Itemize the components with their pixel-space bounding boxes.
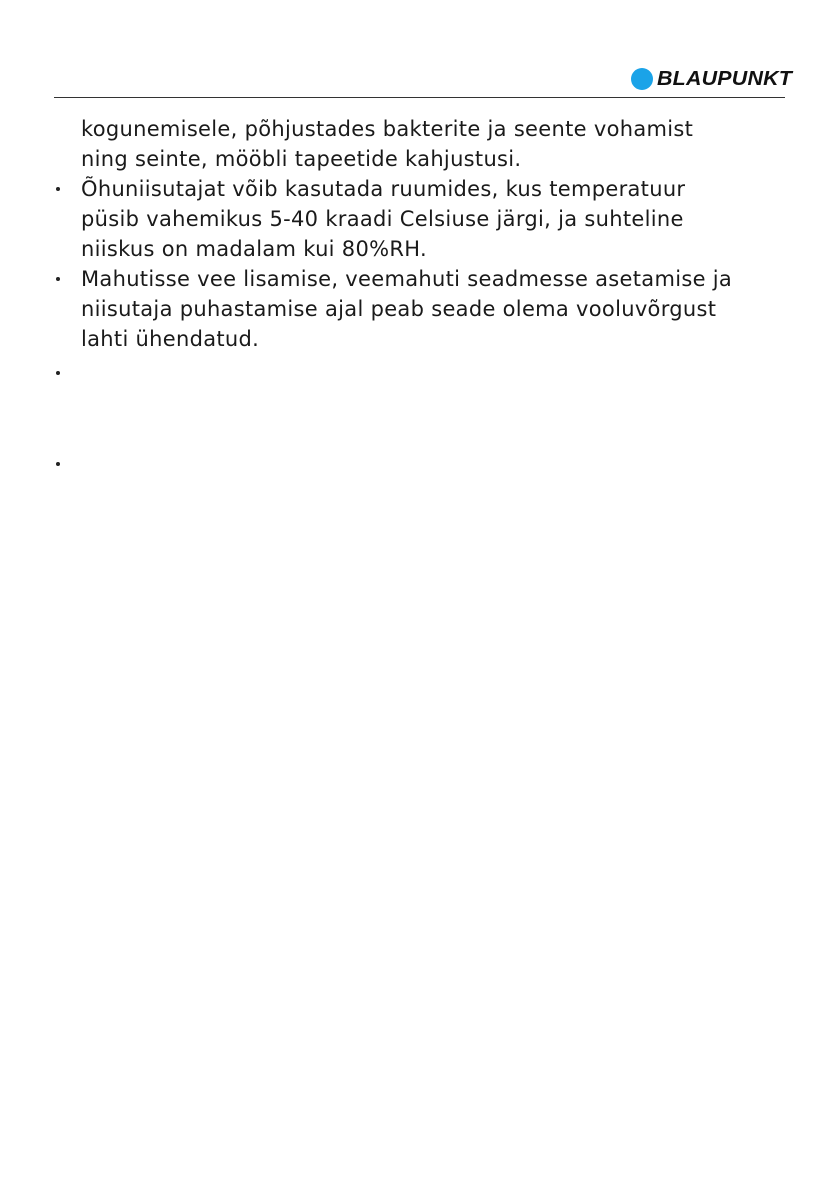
blue-dot-icon — [631, 68, 653, 90]
brand-name: BLAUPUNKT — [656, 68, 792, 90]
text-line: püsib vahemikus 5-40 kraadi Celsiuse järgi, ja suhteline — [81, 207, 684, 231]
intro-paragraph — [81, 114, 839, 174]
bullet-icon — [56, 187, 60, 191]
text-line: lahti ühendatud. — [81, 327, 260, 351]
blaupunkt-logo — [631, 66, 792, 92]
page-header — [0, 0, 839, 100]
bullet-text — [81, 174, 839, 264]
empty-bullet-icon — [56, 462, 60, 466]
header-divider — [54, 97, 785, 98]
document-body — [0, 114, 839, 354]
text-line: kogunemisele, põhjustades bakterite ja seente vohamist — [81, 117, 694, 141]
bullet-item — [0, 174, 839, 264]
bullet-icon — [56, 277, 60, 281]
empty-bullet-icon — [56, 371, 60, 375]
bullet-item — [0, 264, 839, 354]
bullet-text — [81, 264, 839, 354]
text-line: Mahutisse vee lisamise, veemahuti seadmesse asetamise ja — [81, 267, 733, 291]
text-line: ning seinte, mööbli tapeetide kahjustusi. — [81, 147, 522, 171]
text-line: Õhuniisutajat võib kasutada ruumides, kus temperatuur — [81, 177, 686, 201]
text-line: niiskus on madalam kui 80%RH. — [81, 237, 427, 261]
text-line: niisutaja puhastamise ajal peab seade olema vooluvõrgust — [81, 297, 717, 321]
